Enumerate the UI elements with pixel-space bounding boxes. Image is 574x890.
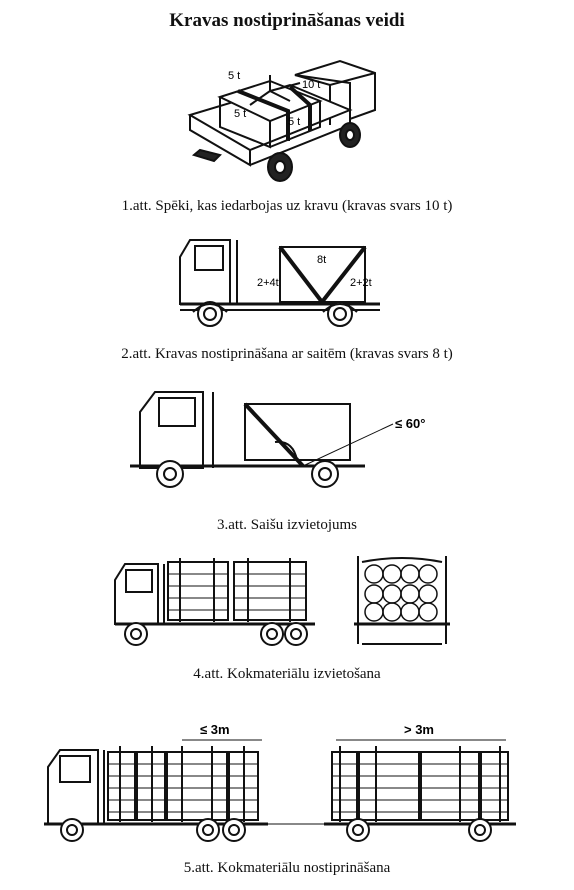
figure-1-caption: 1.att. Spēki, kas iedarbojas uz kravu (kravas svars 10 t) <box>121 198 453 214</box>
figure-4-caption: 4.att. Kokmateriālu izvietošana <box>193 666 381 682</box>
figure-3-caption: 3.att. Saišu izvietojums <box>217 517 357 533</box>
figure-5-timber-securing <box>40 712 540 847</box>
force-label-front: 5 t <box>234 108 247 120</box>
strap-force-left-label: 2+4t <box>257 277 279 289</box>
figure-2-caption: 2.att. Kravas nostiprināšana ar saitēm (kravas svars 8 t) <box>121 346 453 362</box>
force-label-top: 5 t <box>228 70 241 82</box>
figure-2-truck-straps <box>175 232 385 332</box>
strap-force-right-label: 2+2t <box>350 277 372 289</box>
length-short-label: ≤ 3m <box>200 722 230 737</box>
load-weight-label: 8t <box>317 254 327 266</box>
figure-4-timber-placement <box>110 552 465 662</box>
length-long-label: > 3m <box>404 722 434 737</box>
angle-label: ≤ 60° <box>395 416 426 431</box>
figure-3-strap-angle <box>125 382 455 492</box>
force-label-right: 10 t <box>302 79 321 91</box>
figure-5-caption: 5.att. Kokmateriālu nostiprināšana <box>183 860 391 876</box>
page-title: Kravas nostiprināšanas veidi <box>169 10 405 31</box>
figure-1-isometric-truck <box>170 55 400 190</box>
force-label-side: 5 t <box>288 116 301 128</box>
